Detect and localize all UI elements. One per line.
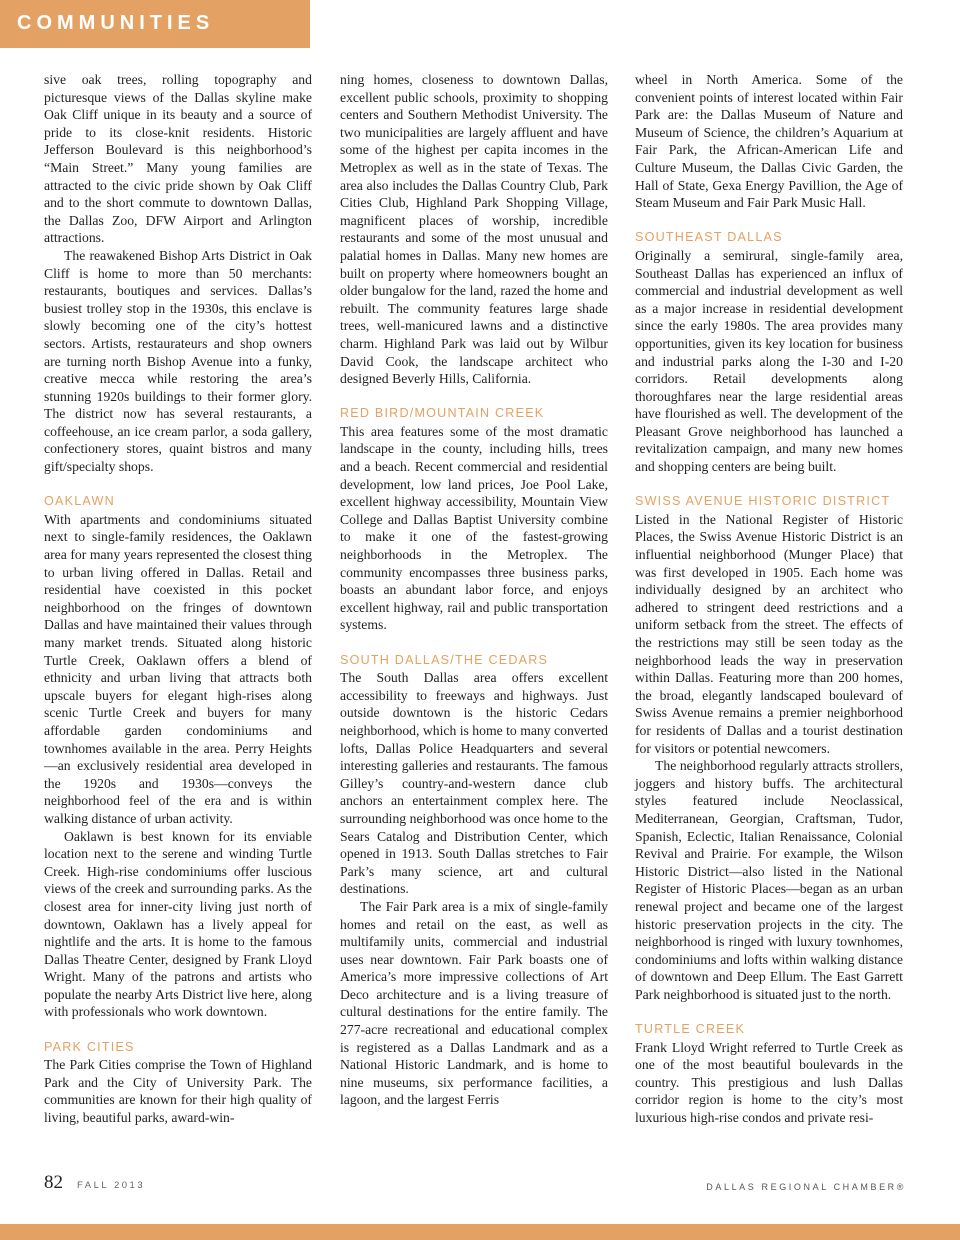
page-number: 82 <box>44 1172 63 1193</box>
section-heading: OAKLAWN <box>44 494 115 509</box>
bottom-accent-bar <box>0 1224 960 1240</box>
section-title: COMMUNITIES <box>17 12 215 34</box>
issue-label: FALL 2013 <box>77 1180 146 1191</box>
section-heading: RED BIRD/MOUNTAIN CREEK <box>340 406 545 421</box>
body-paragraph: sive oak trees, rolling topography and picturesque views of the Dallas skyline make Oak Cliff unique in its beauty and a source of pride to its close-knit residents. Historic Jefferson Boulevard is this neighborhood’s “Main Street.” Many young families are attracted to the civic pride shown by Oak Cliff and to the short commute to downtown Dallas, the Dallas Zoo, DFW Airport and Arlington attractions. <box>44 72 312 246</box>
section-heading: PARK CITIES <box>44 1039 135 1054</box>
body-paragraph: Originally a semirural, single-family area, Southeast Dallas has experienced an influx of commercial and industrial development as well as a major increase in residential development since the early 1980s. The area provides many opportunities, given its key location for business and industrial parks along the I-30 and I-20 corridors. Retail developments along thoroughfares near the large residential areas have flourished as well. The development of the Pleasant Grove neighborhood has launched a revitalization campaign, and many new homes and shopping centers are being built. <box>635 247 903 475</box>
body-paragraph: wheel in North America. Some of the convenient points of interest located within Fair Park are: the Dallas Museum of Nature and Museum of Science, the children’s Aquarium at Fair Park, the African-American Life and Culture Museum, the Dallas Civic Garden, the Hall of State, Gexa Energy Pavillion, the Age of Steam Museum and Fair Park Music Hall. <box>635 72 903 211</box>
body-paragraph: Oaklawn is best known for its enviable location next to the serene and winding Turtle Creek. High-rise condominiums offer luscious views of the creek and surrounding parks. As the closest area for inner-city living just north of downtown, Oaklawn has a lively appeal for nightlife and the arts. It is home to the famous Dallas Theatre Center, designed by Frank Lloyd Wright. Many of the patrons and artists who populate the nearby Arts District live here, along with professionals who work downtown. <box>44 828 312 1020</box>
text-column-1 <box>44 71 312 1127</box>
body-paragraph: The neighborhood regularly attracts strollers, joggers and history buffs. The architectural styles featured include Neoclassical, Mediterranean, Georgian, Craftsman, Tudor, Spanish, Eclectic, Italian Renaissance, Colonial Revival and Prairie. For example, the Wilson Historic District—also listed in the National Register of Historic Places—began as an urban renewal project and became one of the largest historic preservation projects in the city. The neighborhood is ringed with luxury townhomes, condominiums and lofts within walking distance of downtown and Deep Ellum. The East Garrett Park neighborhood is situated just to the north. <box>635 758 903 1002</box>
body-paragraph: The reawakened Bishop Arts District in Oak Cliff is home to more than 50 merchants: restaurants, boutiques and services. Dallas’s busiest trolley stop in the 1930s, this enclave is slowly becoming one of the city’s hottest sectors. Artists, restaurateurs and shop owners are turning north Bishop Avenue into a funky, creative mecca while restoring the area’s stunning 1920s buildings to their former glory. The district now has several restaurants, a coffeehouse, an ice cream parlor, a soda gallery, confectionery stores, quaint bistros and many gift/specialty shops. <box>44 247 312 475</box>
section-heading: SWISS AVENUE HISTORIC DISTRICT <box>635 494 891 509</box>
body-paragraph: With apartments and condominiums situated next to single-family residences, the Oaklawn area for many years represented the closest thing to urban living offered in Dallas. Retail and residential have coexisted in this pocket neighborhood on the fringes of downtown Dallas and have maintained their values through many market trends. Situated along historic Turtle Creek, Oaklawn offers a blend of ethnicity and urban living that attracts both upscale buyers for elegant high-rises along scenic Turtle Creek and buyers for many affordable garden condominiums and townhomes available in the area. Perry Heights—an exclusively residential area developed in the 1920s and 1930s—conveys the neighborhood feel of the era and is within walking distance of urban activity. <box>44 511 312 826</box>
body-paragraph: The Park Cities comprise the Town of Highland Park and the City of University Park. The communities are known for their high quality of living, beautiful parks, award-win- <box>44 1057 312 1126</box>
text-column-3 <box>635 71 903 1127</box>
section-heading: TURTLE CREEK <box>635 1022 746 1037</box>
body-paragraph: The South Dallas area offers excellent accessibility to freeways and highways. Just outside downtown is the historic Cedars neighborhood, which is home to many converted lofts, Dallas Police Headquarters and several interesting galleries and restaurants. The famous Gilley’s country-and-western dance club anchors an entertainment complex here. The surrounding neighborhood was once home to the Sears Catalog and Distribution Center, which opened in 1913. South Dallas stretches to Fair Park’s many science, art and cultural destinations. <box>340 670 608 897</box>
body-paragraph: Frank Lloyd Wright referred to Turtle Creek as one of the most beautiful boulevards in the country. This prestigious and lush Dallas corridor region is home to the city’s most luxurious high-rise condos and private resi- <box>635 1039 903 1126</box>
section-heading: SOUTHEAST DALLAS <box>635 230 783 245</box>
body-paragraph: The Fair Park area is a mix of single-family homes and retail on the east, as well as multifamily units, commercial and industrial uses near downtown. Fair Park boasts one of America’s more impressive collections of Art Deco architecture and is a living treasure of cultural destinations for the entire family. The 277-acre recreational and educational complex is registered as a Dallas Landmark and as a National Historic Landmark, and is home to nine museums, six performance facilities, a lagoon, and the largest Ferris <box>340 898 608 1108</box>
body-paragraph: ning homes, closeness to downtown Dallas, excellent public schools, proximity to shopping centers and Southern Methodist University. The two municipalities are largely affluent and have some of the highest per capita incomes in the Metroplex as well as in the state of Texas. The area also includes the Dallas Country Club, Park Cities Club, Highland Park Shopping Village, magnificent places of worship, incredible restaurants and some of the most unusual and palatial homes in Dallas. Many new homes are built on property where homeowners bought an older bungalow for the land, razed the home and rebuilt. The community features large shade trees, well-manicured lawns and a distinctive charm. Highland Park was laid out by Wilbur David Cook, the landscape architect who designed Beverly Hills, California. <box>340 72 608 387</box>
body-paragraph: Listed in the National Register of Historic Places, the Swiss Avenue Historic District is an influential neighborhood (Munger Place) that was first developed in 1905. Each home was individually designed by an architect who adhered to stringent deed restrictions and a uniform setback from the street. The effects of the restrictions may still be seen today as the neighborhood leads the way in preservation within Dallas. Featuring more than 200 homes, the broad, elegantly landscaped boulevard of Swiss Avenue remains a premier neighborhood for residents of Dallas and a tourist destination for visitors or potential newcomers. <box>635 511 903 756</box>
footer-left <box>44 1172 145 1194</box>
section-heading: SOUTH DALLAS/THE CEDARS <box>340 652 549 667</box>
section-header-tab <box>0 0 310 48</box>
text-column-2 <box>340 71 608 1109</box>
body-paragraph: This area features some of the most dramatic landscape in the county, including hills, trees and a beach. Recent commercial and residential development, low land prices, Joe Pool Lake, excellent highway accessibility, Mountain View College and Dallas Baptist University combine to make it one of the fastest-growing neighborhoods in the Metroplex. The community encompasses three business parks, boasts an abundant labor force, and enjoys excellent highway, rail and public transportation systems. <box>340 423 608 633</box>
publisher-label: DALLAS REGIONAL CHAMBER® <box>706 1182 906 1192</box>
